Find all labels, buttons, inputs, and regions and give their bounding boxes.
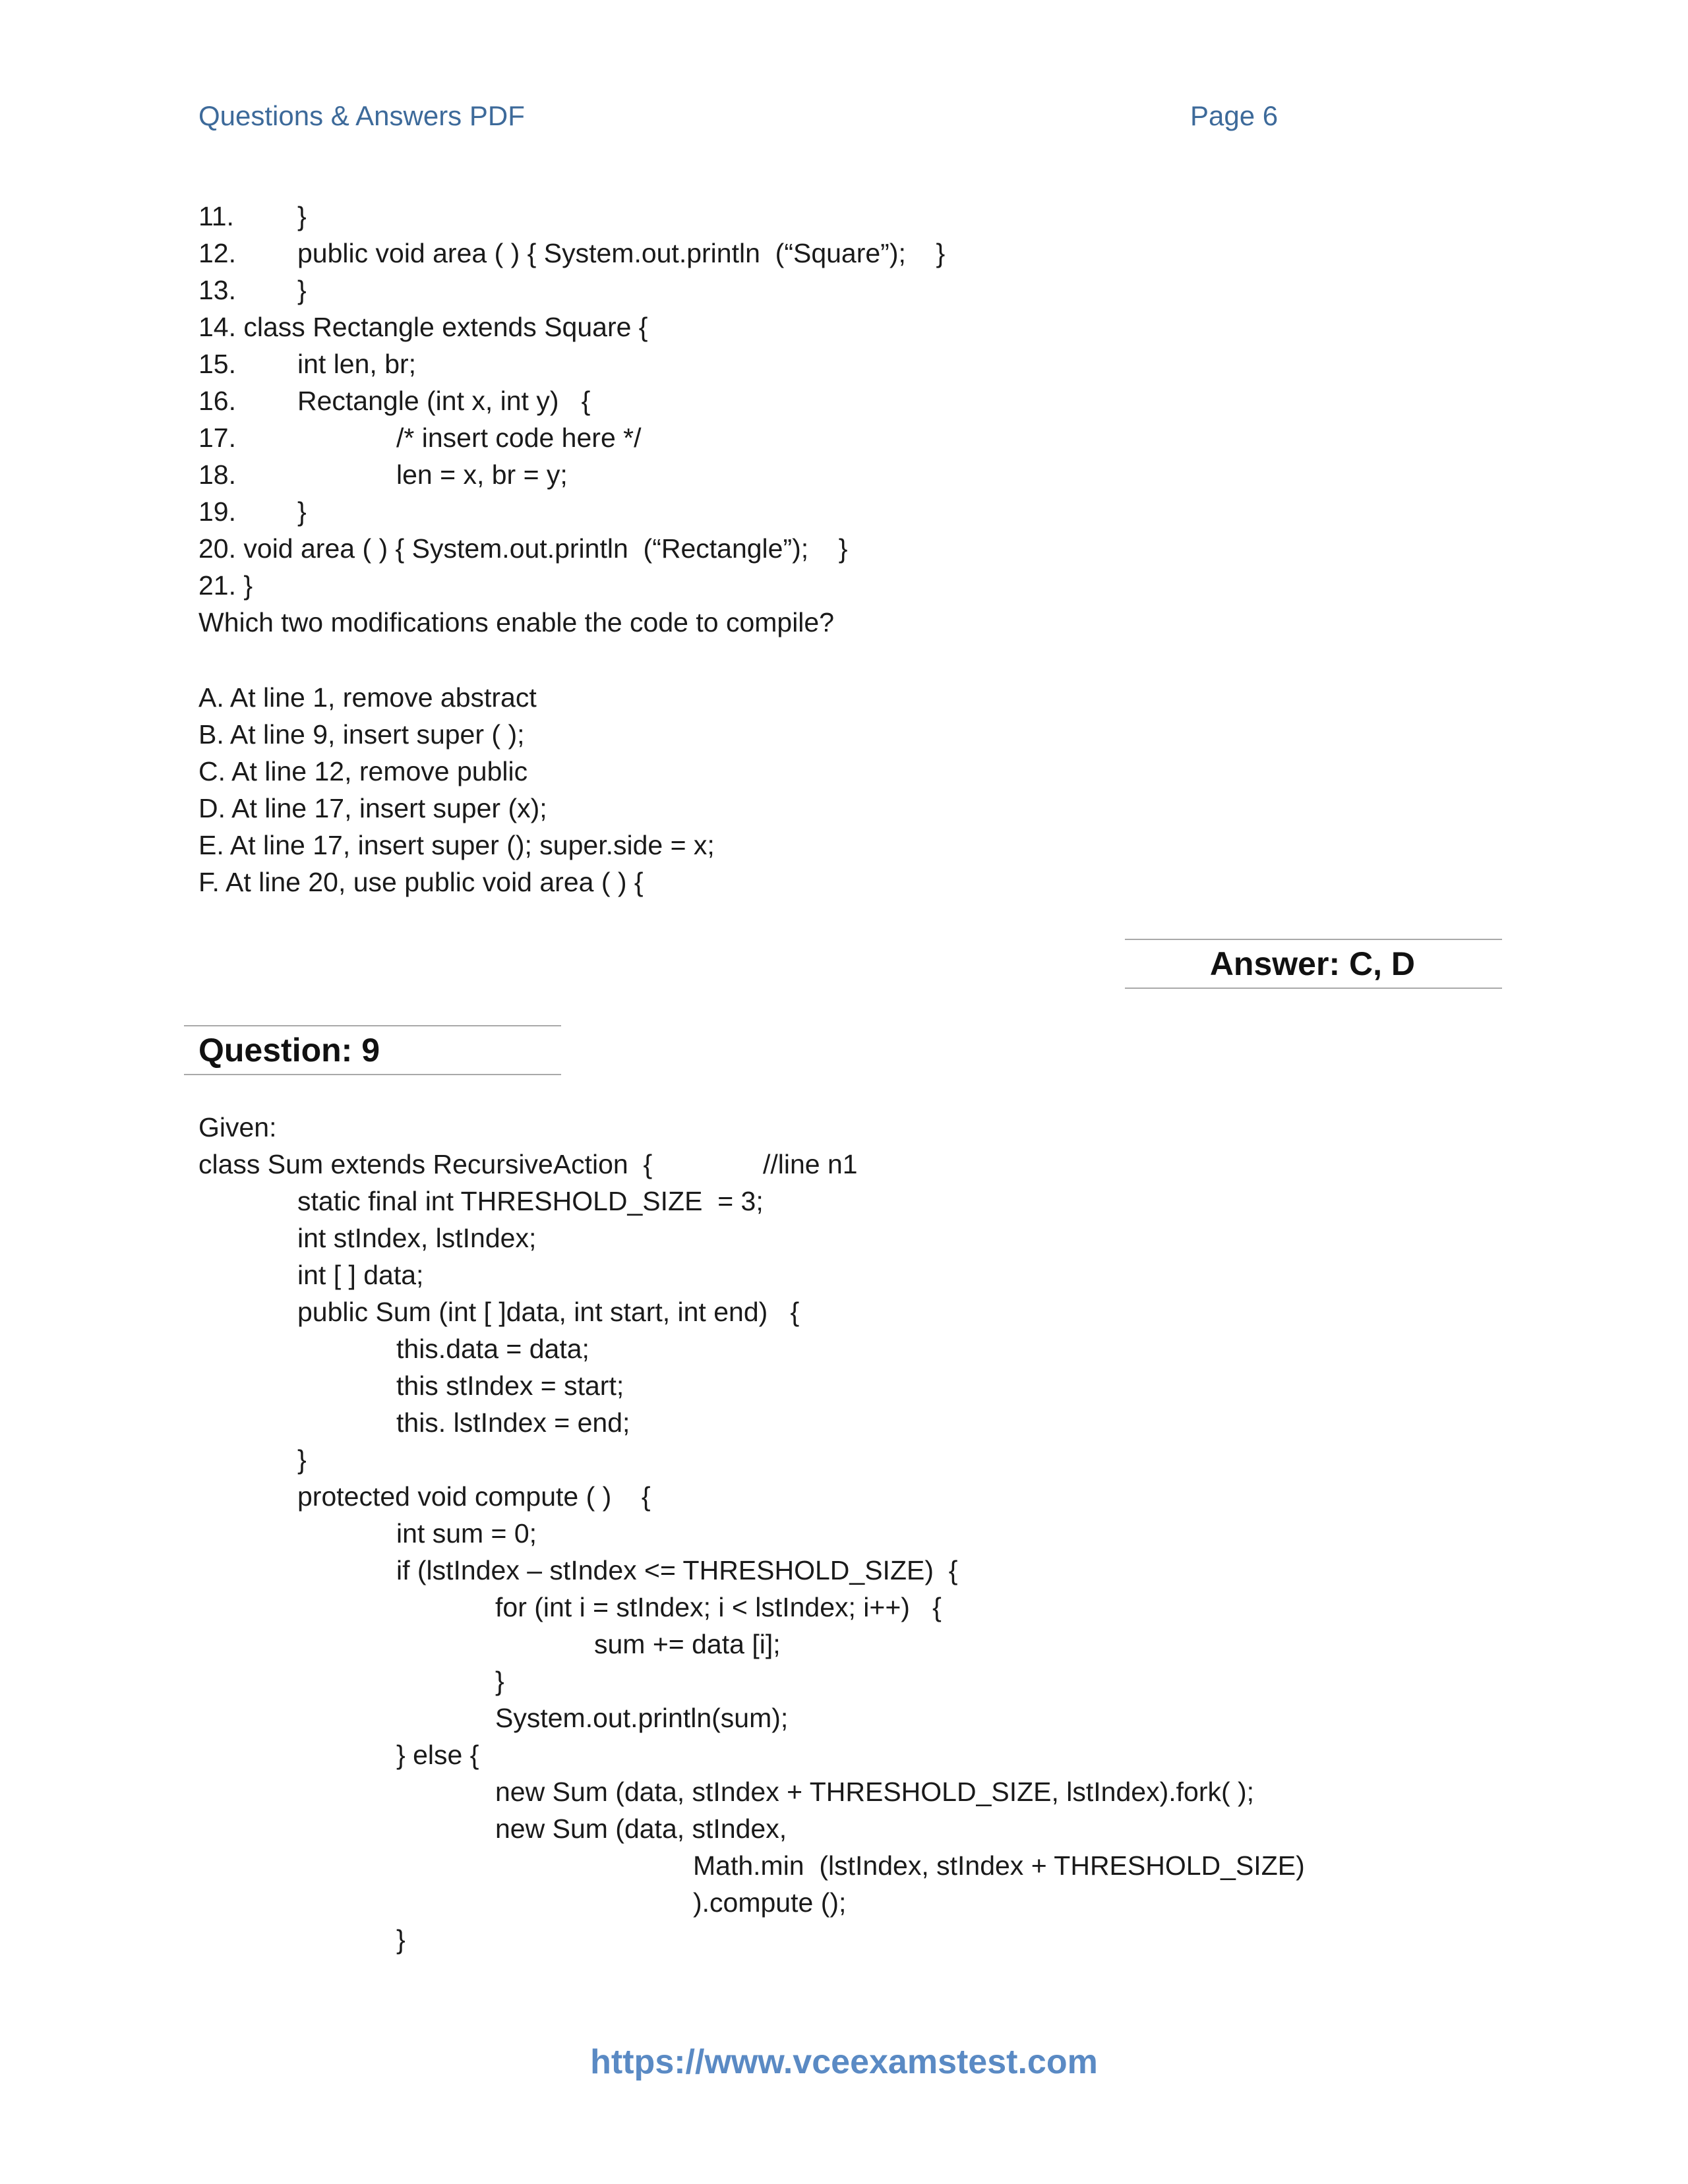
code-line: } xyxy=(495,1666,504,1696)
code-line: for (int i = stIndex; i < lstIndex; i++) { xyxy=(495,1592,942,1622)
question-prompt: Which two modifications enable the code to compile? xyxy=(198,607,835,637)
question-heading-box xyxy=(184,1025,561,1075)
code-line: new Sum (data, stIndex, xyxy=(495,1814,787,1844)
question-heading: Question: 9 xyxy=(198,1032,380,1069)
code-line: } xyxy=(297,275,307,305)
code-line: } xyxy=(297,496,307,527)
header-title: Questions & Answers PDF xyxy=(198,100,525,131)
code-line: int sum = 0; xyxy=(396,1518,537,1549)
code-line: } xyxy=(396,1924,406,1955)
option-b: B. At line 9, insert super ( ); xyxy=(198,719,525,750)
code-line: this.data = data; xyxy=(396,1334,589,1364)
code-line: int stIndex, lstIndex; xyxy=(297,1223,537,1253)
answer-box xyxy=(1125,939,1502,989)
code-line: 20. void area ( ) { System.out.println (“Rectangle”); } xyxy=(198,533,848,564)
code-line: } else { xyxy=(396,1740,479,1770)
code-line: } xyxy=(297,1444,307,1475)
code-line-number: 15. xyxy=(198,349,236,379)
code-line: Rectangle (int x, int y) { xyxy=(297,386,591,416)
code-line-number: 12. xyxy=(198,238,236,268)
code-line: sum += data [i]; xyxy=(594,1629,781,1659)
code-line: new Sum (data, stIndex + THRESHOLD_SIZE, lstIndex).fork( ); xyxy=(495,1777,1255,1807)
code-line-number: 16. xyxy=(198,386,236,416)
page-number: Page 6 xyxy=(1190,100,1279,131)
code-line-number: 17. xyxy=(198,423,236,453)
code-line: class Sum extends RecursiveAction { xyxy=(198,1149,653,1179)
option-e: E. At line 17, insert super (); super.side = x; xyxy=(198,830,715,860)
code-line: int [ ] data; xyxy=(297,1260,424,1290)
code-line: if (lstIndex – stIndex <= THRESHOLD_SIZE) { xyxy=(396,1555,958,1585)
code-line-number: 19. xyxy=(198,496,236,527)
code-line: len = x, br = y; xyxy=(396,459,568,490)
code-line: this. lstIndex = end; xyxy=(396,1407,630,1438)
code-line-number: 13. xyxy=(198,275,236,305)
option-a: A. At line 1, remove abstract xyxy=(198,682,537,713)
option-f: F. At line 20, use public void area ( ) { xyxy=(198,867,644,897)
code-line: } xyxy=(297,201,307,231)
code-line: int len, br; xyxy=(297,349,417,379)
code-line-number: 18. xyxy=(198,459,236,490)
given-label: Given: xyxy=(198,1112,277,1142)
code-line: System.out.println(sum); xyxy=(495,1703,789,1733)
code-comment: //line n1 xyxy=(763,1149,858,1179)
code-line: this stIndex = start; xyxy=(396,1371,624,1401)
code-line: public void area ( ) { System.out.println (“Square”); } xyxy=(297,238,946,268)
code-line: Math.min (lstIndex, stIndex + THRESHOLD_SIZE) xyxy=(693,1850,1305,1881)
code-line: 14. class Rectangle extends Square { xyxy=(198,312,648,342)
code-line: 21. } xyxy=(198,570,253,601)
code-line: public Sum (int [ ]data, int start, int end) { xyxy=(297,1297,800,1327)
code-line-number: 11. xyxy=(198,201,234,231)
answer-text: Answer: C, D xyxy=(1209,945,1415,982)
footer-url-link[interactable]: https://www.vceexamstest.com xyxy=(590,2043,1098,2081)
code-line: static final int THRESHOLD_SIZE = 3; xyxy=(297,1186,764,1216)
option-c: C. At line 12, remove public xyxy=(198,756,528,786)
code-line: protected void compute ( ) { xyxy=(297,1481,651,1512)
code-line: ).compute (); xyxy=(693,1887,847,1918)
code-line: /* insert code here */ xyxy=(396,423,642,453)
option-d: D. At line 17, insert super (x); xyxy=(198,793,547,823)
